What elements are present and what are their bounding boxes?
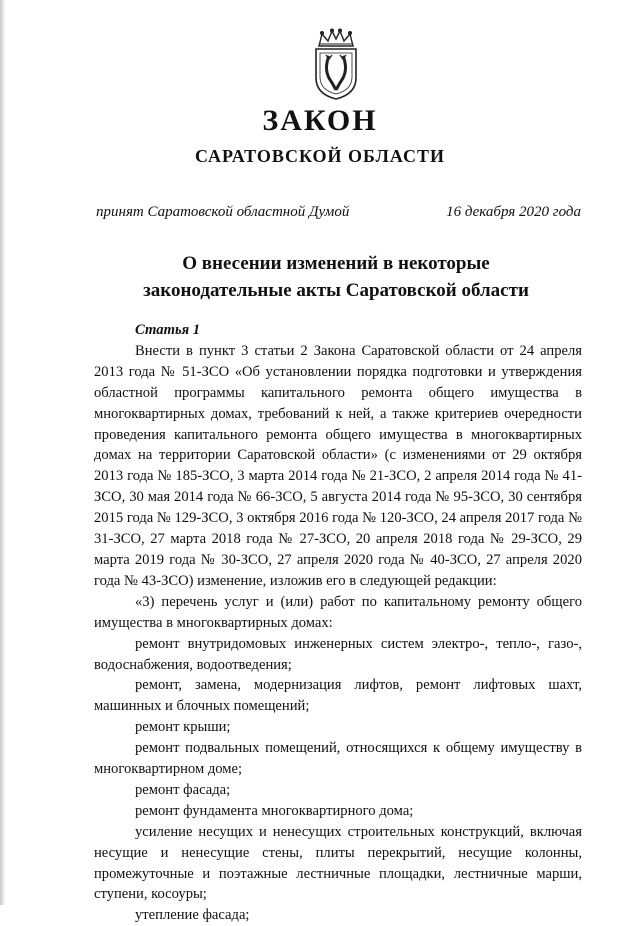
article-body: [94, 320, 582, 926]
law-heading-line-2: законодательные акты Саратовской области: [143, 280, 529, 301]
law-heading-line-1: О внесении изменений в некоторые: [182, 253, 490, 274]
article-paragraph: ремонт крыши;: [135, 719, 231, 736]
region-subtitle: САРАТОВСКОЙ ОБЛАСТИ: [194, 146, 446, 166]
document-title: ЗАКОН: [262, 104, 378, 137]
article-paragraph: «3) перечень услуг и (или) работ по капитальному ремонту общего имущества в многоквартирных домах:: [94, 593, 582, 631]
adopted-by: принят Саратовской областной Думой: [96, 204, 350, 220]
article-paragraph: усиление несущих и ненесущих строительных конструкций, включая несущие и ненесущие стены, плиты перекрытий, несущие колонны, промежуточные и поэтажные лестничные площадки, лестничные марши, ступени, косоуры;: [94, 823, 582, 903]
article-label: Статья 1: [135, 322, 201, 338]
coat-of-arms-icon: [313, 28, 359, 100]
article-paragraph: Внести в пункт 3 статьи 2 Закона Саратовской области от 24 апреля 2013 года № 51-ЗСО «Об установлении порядка подготовки и утверждения областной программы капитального ремонта общего имущества в многоквартирных домах, требований к ней, а также критериев очередности проведения капитального ремонта общего имущества в многоквартирных домах на территории Саратовской области» (с изменениями от 29 октября 2013 года № 185-ЗСО, 3 марта 2014 года № 21-ЗСО, 2 апреля 2014 года № 41-ЗСО, 30 мая 2014 года № 66-ЗСО, 5 августа 2014 года № 95-ЗСО, 30 сентября 2015 года № 129-ЗСО, 3 октября 2016 года № 120-ЗСО, 24 апреля 2017 года № 31-ЗСО, 27 марта 2018 года № 27-ЗСО, 20 апреля 2018 года № 29-ЗСО, 29 марта 2019 года № 30-ЗСО, 27 апреля 2020 года № 40-ЗСО, 27 апреля 2020 года № 43-ЗСО) изменение, изложив его в следующей редакции:: [94, 342, 582, 589]
article-paragraph: ремонт подвальных помещений, относящихся к общему имуществу в многоквартирном доме;: [94, 740, 582, 778]
article-paragraph: ремонт фасада;: [135, 781, 231, 798]
adoption-date: 16 декабря 2020 года: [446, 204, 581, 220]
adoption-line: [96, 204, 581, 221]
article-paragraph: ремонт внутридомовых инженерных систем электро-, тепло-, газо-, водоснабжения, водоотведения;: [94, 635, 582, 673]
article-paragraph: ремонт, замена, модернизация лифтов, ремонт лифтовых шахт, машинных и блочных помещений;: [94, 677, 582, 715]
law-heading: [60, 250, 612, 304]
article-paragraph: утепление фасада;: [135, 907, 250, 924]
article-paragraph: ремонт фундамента многоквартирного дома;: [135, 802, 414, 819]
